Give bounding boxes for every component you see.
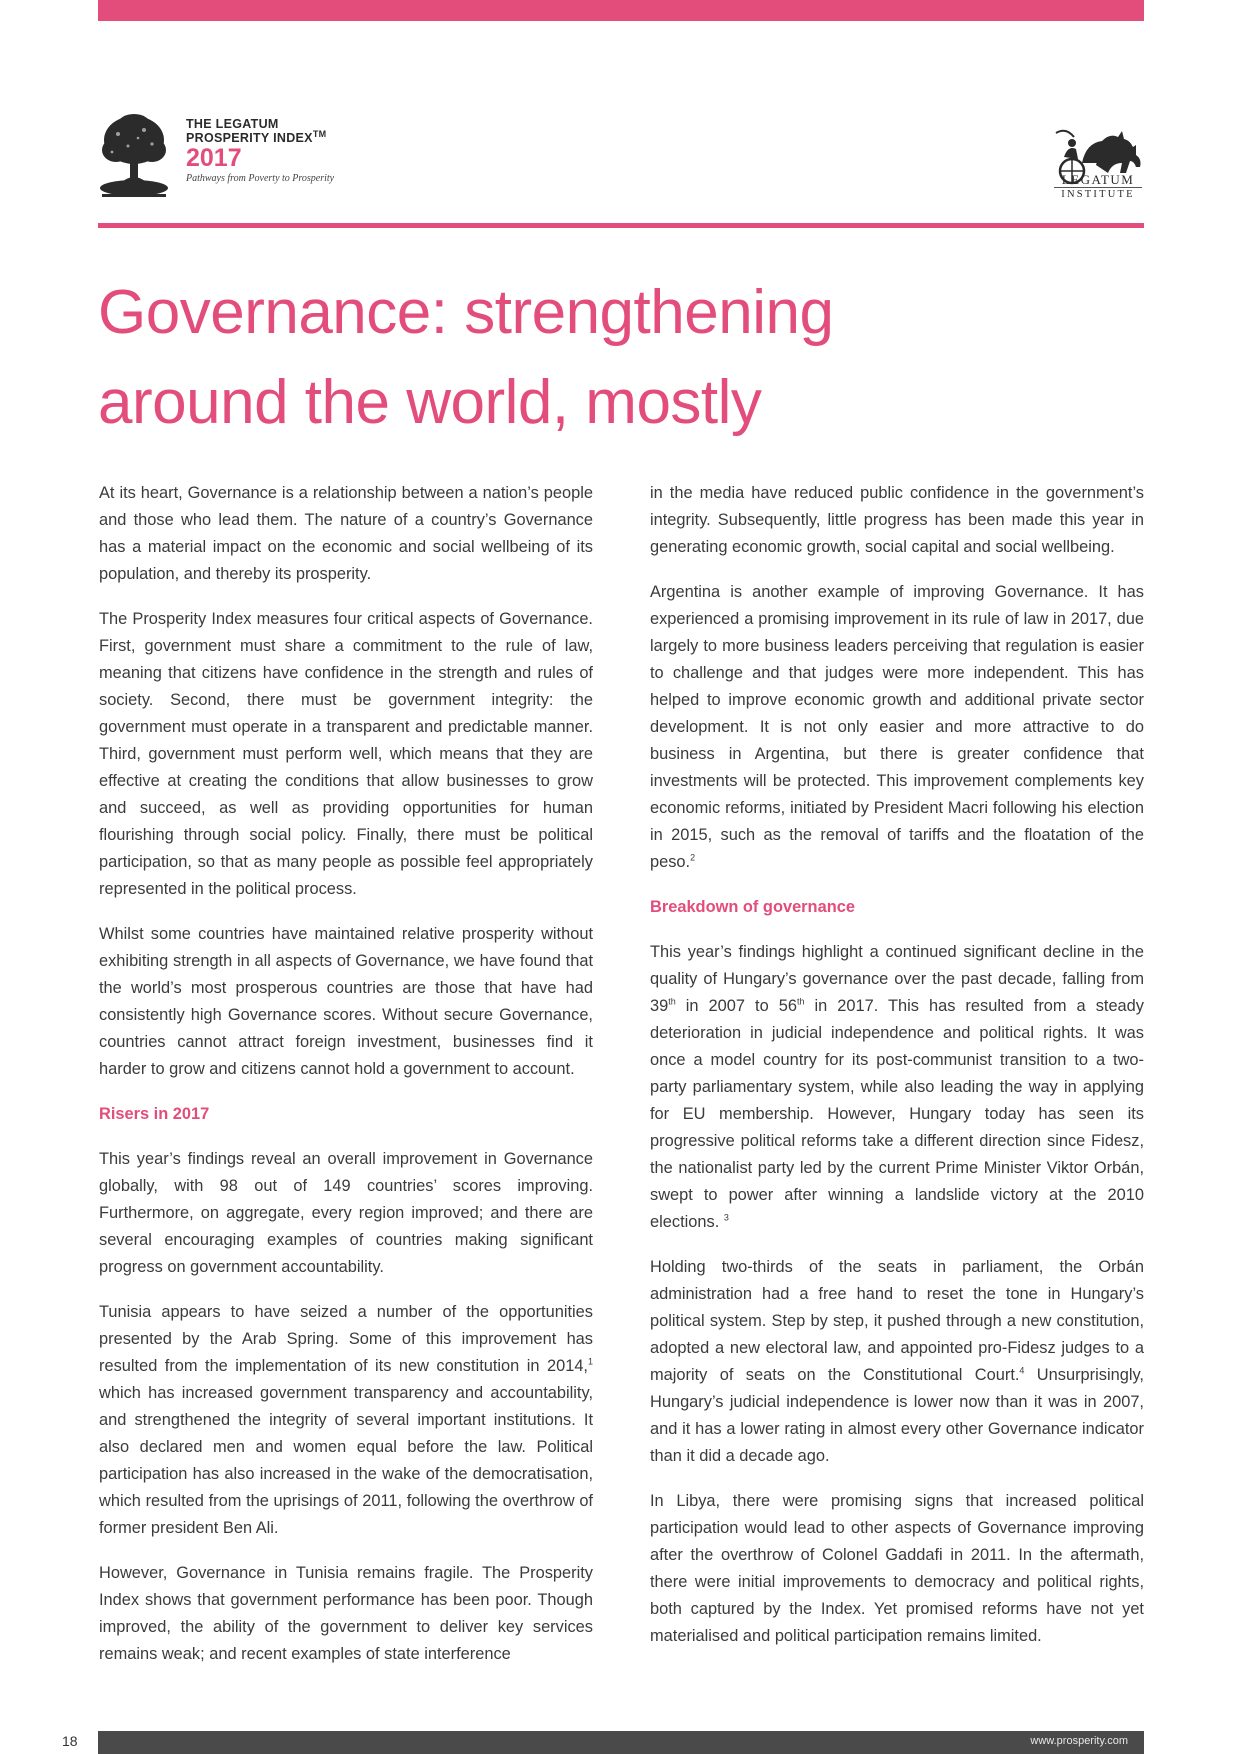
institute-name bbox=[1050, 172, 1146, 201]
page-number: 18 bbox=[62, 1733, 78, 1749]
left-column bbox=[99, 480, 593, 1686]
paragraph: In Libya, there were promising signs that increased political participation would lead to other aspects of Governance improving after the overthrow of Colonel Gaddafi in 2011. In the aftermath, there were initial improvements to democracy and political rights, both captured by the Index. Yet promised reforms have not yet materialised and political participation remains limited. bbox=[650, 1492, 1144, 1645]
paragraph bbox=[650, 939, 1144, 1236]
brand-year: 2017 bbox=[186, 144, 242, 172]
footnote-ref: 1 bbox=[587, 1356, 593, 1367]
ordinal-suffix: th bbox=[668, 996, 676, 1007]
paragraph bbox=[650, 1254, 1144, 1470]
brand-line-2 bbox=[186, 128, 446, 145]
footnote-ref: 3 bbox=[723, 1212, 729, 1223]
trademark-sup: TM bbox=[312, 128, 327, 139]
paragraph: However, Governance in Tunisia remains fragile. The Prosperity Index shows that government performance has been poor. Though improved, the ability of the government to deliver key services remains weak; and recent examples of state interference bbox=[99, 1564, 593, 1663]
paragraph: This year’s findings reveal an overall improvement in Governance globally, with 98 out of 149 countries’ scores improving. Furthermore, on aggregate, every region improved; and there are several encouraging examples of countries making significant progress on government accountability. bbox=[99, 1150, 593, 1276]
footnote-ref: 2 bbox=[690, 852, 696, 863]
website-link[interactable]: www.prosperity.com bbox=[1030, 1735, 1128, 1747]
brand-line-1: THE LEGATUM bbox=[186, 117, 279, 131]
index-brand bbox=[186, 117, 446, 184]
ordinal-suffix: th bbox=[796, 996, 805, 1007]
title-line-2: around the world, mostly bbox=[98, 368, 762, 437]
right-column bbox=[650, 480, 1144, 1668]
institute-line-1: LEGATUM bbox=[1061, 172, 1135, 187]
text-span: Unsurprisingly, Hungary’s judicial independence is lower now than it was in 2007, and it has a lower rating in almost every other Governance indicator than it did a decade ago. bbox=[650, 1366, 1144, 1465]
paragraph: The Prosperity Index measures four critical aspects of Governance. First, government must share a commitment to the rule of law, meaning that citizens have confidence in the strength and rules of society. Second, there must be government integrity: the government must operate in a transparent and predictable manner. Third, government must perform well, which means that they are effective at creating the conditions that allow businesses to grow and succeed, as well as providing opportunities for human flourishing through social policy. Finally, there must be political participation, so that as many people as possible feel appropriately represented in the political process. bbox=[99, 610, 593, 898]
page-title bbox=[98, 268, 1144, 448]
text-span: Holding two-thirds of the seats in parliament, the Orbán administration had a free hand to reset the tone in Hungary’s political system. Step by step, it pushed through a new constitution, adopted a new electoral law, and appointed pro-Fidesz judges to a majority of seats on the Constitutional Court. bbox=[650, 1258, 1144, 1384]
section-heading-breakdown: Breakdown of governance bbox=[650, 898, 855, 916]
footnote-ref: 4 bbox=[1019, 1365, 1025, 1376]
text-span: in 2017. This has resulted from a steady deterioration in judicial independence and political rights. It was once a model country for its post-communist transition to a two-party parliamentary system, while also leading the way in applying for EU membership. However, Hungary today has seen its progressive political reforms take a different direction since Fidesz, the nationalist party led by the current Prime Minister Viktor Orbán, swept to power after winning a landslide victory at the 2010 elections. bbox=[650, 997, 1144, 1231]
paragraph: in the media have reduced public confidence in the government’s integrity. Subsequently, little progress has been made this year in generating economic growth, social capital and social wellbeing. bbox=[650, 484, 1144, 556]
paragraph: At its heart, Governance is a relationship between a nation’s people and those who lead them. The nature of a country’s Governance has a material impact on the economic and social wellbeing of its population, and thereby its prosperity. bbox=[99, 484, 593, 583]
footer-bar bbox=[98, 1731, 1144, 1754]
text-span: in 2007 to 56 bbox=[675, 997, 797, 1015]
tree-logo-icon bbox=[98, 110, 170, 202]
top-accent-bar bbox=[98, 0, 1144, 21]
paragraph bbox=[650, 579, 1144, 876]
brand-tagline: Pathways from Poverty to Prosperity bbox=[186, 173, 335, 184]
header-divider bbox=[98, 223, 1144, 228]
text-span: This year’s findings highlight a continued significant decline in the quality of Hungary’s governance over the past decade, falling from 39 bbox=[650, 943, 1144, 1015]
text-span: Argentina is another example of improving Governance. It has experienced a promising improvement in its rule of law in 2017, due largely to more business leaders perceiving that regulation is easier to challenge and that judges were more independent. This has helped to improve economic growth and additional private sector development. It is not only easier and more attractive to do business in Argentina, but there is greater confidence that investments will be protected. This improvement complements key economic reforms, initiated by President Macri following his election in 2015, such as the removal of tariffs and the floatation of the peso. bbox=[650, 583, 1144, 871]
institute-line-2: INSTITUTE bbox=[1054, 187, 1142, 201]
section-heading-risers: Risers in 2017 bbox=[99, 1105, 210, 1123]
text-span: which has increased government transparency and accountability, and strengthened the integrity of several important institutions. It also declared men and women equal before the law. Political participation has also increased in the wake of the democratisation, which resulted from the uprisings of 2011, following the overthrow of former president Ben Ali. bbox=[99, 1384, 593, 1537]
paragraph: Whilst some countries have maintained relative prosperity without exhibiting strength in all aspects of Governance, we have found that the world’s most prosperous countries are those that have had consistently high Governance scores. Without secure Governance, countries cannot attract foreign investment, businesses find it harder to grow and citizens cannot hold a government to account. bbox=[99, 925, 593, 1078]
title-line-1: Governance: strengthening bbox=[98, 278, 834, 347]
paragraph bbox=[99, 1299, 593, 1542]
brand-line-2-text: PROSPERITY INDEX bbox=[186, 131, 313, 145]
text-span: Tunisia appears to have seized a number of the opportunities presented by the Arab Spring. Some of this improvement has resulted from the implementation of its new constitution in 2014, bbox=[99, 1303, 593, 1375]
